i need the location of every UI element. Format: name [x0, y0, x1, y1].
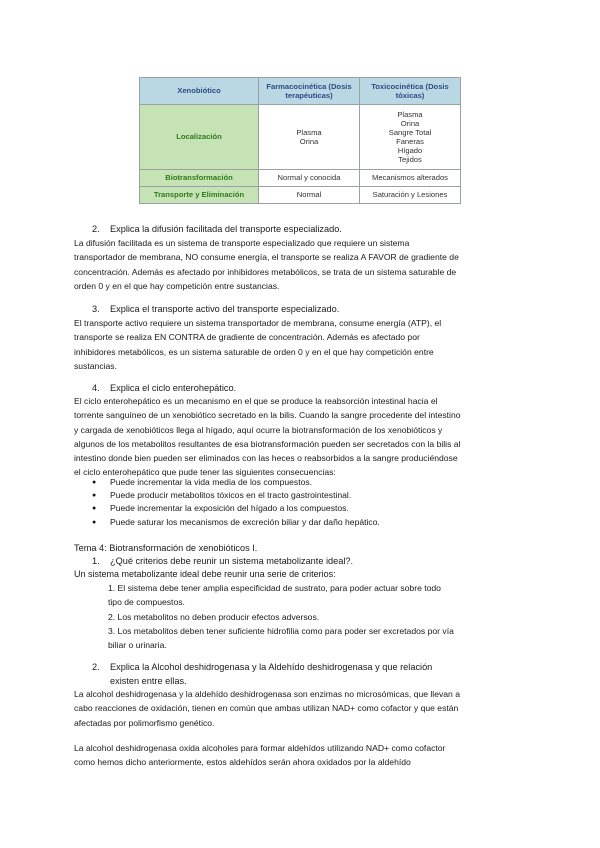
- text-line: y cargada de xenobióticos llega al hígado, aquí ocurre la biotransformación de los xenobióticos y: [74, 424, 443, 435]
- question-number: 4.: [92, 383, 100, 393]
- text-line: El transporte activo requiere un sistema transportador de membrana, consume energía (ATP), el: [74, 318, 442, 328]
- criteria-list: [108, 581, 528, 652]
- answer-tema-2-cont: [74, 741, 530, 770]
- text-line: cabo reacciones de oxidación, tienen en común que ambas utilizan NAD+ como cofactor y que están: [74, 703, 459, 714]
- text-line: El ciclo enterohepático es un mecanismo en el que se produce la reabsorción intestinal hacia el: [74, 396, 438, 406]
- criteria-intro: Un sistema metabolizante ideal debe reunir una serie de criterios:: [74, 569, 336, 579]
- table-cell: Normal y conocida: [259, 170, 360, 187]
- header-line: Toxicocinética: [371, 81, 424, 91]
- question-3: [92, 302, 339, 316]
- tema-question-1: [92, 554, 353, 568]
- question-2: [92, 222, 342, 236]
- cell-line: Tejidos: [398, 155, 422, 165]
- answer-tema-2: [74, 687, 530, 730]
- text-line: 2. Los metabolitos no deben producir efectos adversos.: [108, 611, 320, 622]
- cell-line: Orina: [299, 137, 319, 146]
- cell-line: Plasma: [296, 127, 322, 137]
- tema-question-2: [92, 660, 432, 688]
- table-cell: Saturación y Lesiones: [360, 187, 461, 204]
- text-line: afectadas por polimorfismo genético.: [74, 717, 215, 728]
- text-line: intestino donde bien pueden ser eliminados con las heces o reabsorbidos a la sangre produciéndose: [74, 453, 458, 464]
- list-item: ● Puede saturar los mecanismos de excreción biliar y dar daño hepático.: [92, 516, 380, 529]
- list-item: ● Puede incrementar la vida media de los compuestos.: [92, 476, 380, 489]
- question-text: Explica el transporte activo del transporte especializado.: [110, 304, 340, 314]
- cell-line: Plasma: [397, 109, 423, 119]
- text-line: La alcohol deshidrogenasa y la aldehído deshidrogenasa son enzimas no microsómicas, que llevan a: [74, 689, 461, 699]
- header-line: (Dosis terapéuticas): [285, 81, 352, 100]
- text-line: como hemos dicho anteriormente, estos aldehídos serán ahora oxidados por la aldehído: [74, 757, 411, 768]
- table-header-xenobiotico: Xenobiótico: [140, 78, 259, 105]
- question-text: existen entre ellas.: [110, 676, 187, 686]
- text-line: transporte se realiza EN CONTRA de gradiente de concentración. Además es afectado por: [74, 332, 420, 343]
- table-row: [140, 105, 461, 170]
- cell-line: Sangre Total: [388, 127, 432, 137]
- cell-line: Orina: [400, 118, 420, 128]
- text-line: 3. Los metabolitos deben tener suficiente hidrofilia como para poder ser excretados por vía: [108, 625, 454, 636]
- text-line: concentración. Además es afectado por inhibidores metabólicos, se trata de un sistema saturable de: [74, 266, 457, 277]
- table-cell: [259, 105, 360, 170]
- section-heading: Tema 4: Biotransformación de xenobióticos I.: [74, 543, 258, 553]
- text-line: 1. El sistema debe tener amplia especificidad de sustrato, para poder actuar sobre todo: [108, 583, 441, 593]
- header-line: Farmacocinética: [266, 81, 327, 91]
- cell-line: Hígado: [397, 146, 423, 156]
- question-number: 3.: [92, 304, 100, 314]
- row-label: Transporte y Eliminación: [140, 187, 259, 204]
- row-label: Localización: [140, 105, 259, 170]
- cell-line: Faneras: [396, 137, 424, 146]
- answer-3: [74, 316, 530, 373]
- text-line: orden 0 y en el que hay competición entre sustancias.: [74, 280, 280, 291]
- text-line: inhibidores metabólicos, es un sistema saturable de orden 0 y en el que hay competición entre: [74, 346, 434, 357]
- question-text: Explica la difusión facilitada del transporte especializado.: [110, 224, 342, 234]
- question-number: 1.: [92, 556, 100, 566]
- header-line: (Dosis tóxicas): [395, 81, 449, 100]
- text-line: transportador de membrana, NO consume energía, el transporte se realiza A FAVOR de gradiente de: [74, 252, 459, 263]
- text-line: La difusión facilitada es un sistema de transporte especializado que requiere un sistema: [74, 238, 410, 248]
- question-number: 2.: [92, 224, 100, 234]
- text-line: tipo de compuestos.: [108, 597, 185, 608]
- list-item: ● Puede incrementar la exposición del hígado a los compuestos.: [92, 502, 380, 515]
- kinetics-table: [139, 77, 461, 204]
- row-label: Biotransformación: [140, 170, 259, 187]
- list-item: ● Puede producir metabolitos tóxicos en el tracto gastrointestinal.: [92, 489, 380, 502]
- text-line: biliar o urinaria.: [108, 640, 167, 651]
- text-line: sustancias.: [74, 360, 117, 371]
- table-row: [140, 170, 461, 187]
- table-cell: Normal: [259, 187, 360, 204]
- table-cell: [360, 105, 461, 170]
- table-cell: Mecanismos alterados: [360, 170, 461, 187]
- table-header-toxicocinetica: [360, 78, 461, 105]
- text-line: algunos de los metabolitos resultantes de esa biotransformación pueden ser secretados con la bilis al: [74, 438, 461, 449]
- question-4: [92, 381, 236, 395]
- text-line: torrente sanguíneo de un xenobiótico secretado en la bilis. Cuando la sangre procedente del intestino: [74, 410, 461, 421]
- table-header-row: [140, 78, 461, 105]
- table-header-farmacocinetica: [259, 78, 360, 105]
- answer-2: [74, 236, 530, 293]
- answer-4: [74, 394, 530, 480]
- text-line: La alcohol deshidrogenasa oxida alcoholes para formar aldehídos utilizando NAD+ como cofactor: [74, 743, 446, 753]
- question-text: ¿Qué criterios debe reunir un sistema metabolizante ideal?.: [110, 556, 354, 566]
- question-text: Explica el ciclo enterohepático.: [110, 383, 237, 393]
- consequences-list: [92, 476, 380, 529]
- question-text: Explica la Alcohol deshidrogenasa y la Aldehído deshidrogenasa y que relación: [110, 662, 433, 672]
- question-number: 2.: [92, 662, 100, 672]
- text-line: el ciclo enterohepático que pude tener las siguientes consecuencias:: [74, 467, 336, 478]
- table-row: [140, 187, 461, 204]
